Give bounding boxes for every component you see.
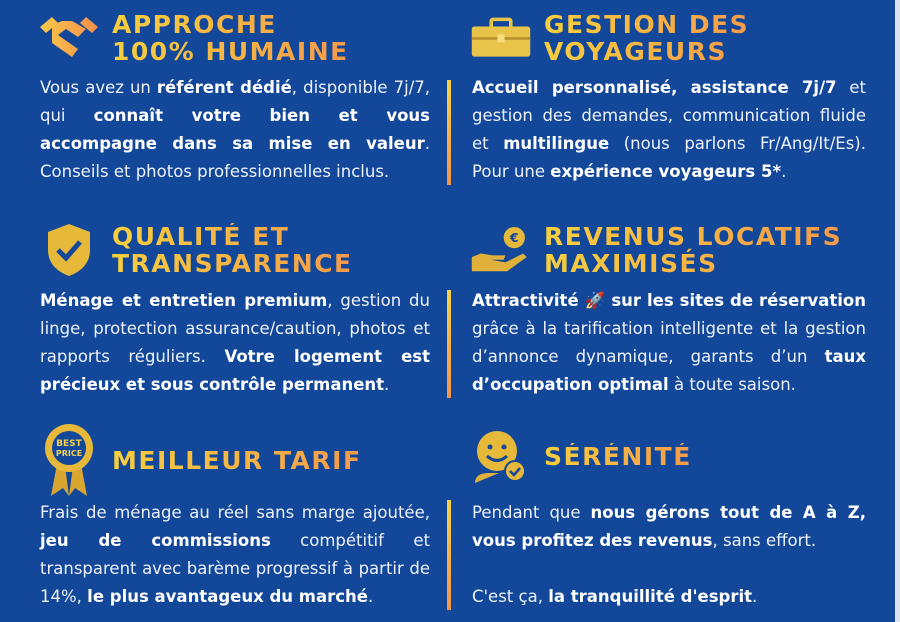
text: . <box>367 587 374 606</box>
bold-text: connaît votre bien et vous accompagne dans sa mise en valeur <box>40 106 430 153</box>
section-gestion-body <box>472 74 866 186</box>
bold-text: la tranquillité d'esprit <box>548 587 753 606</box>
section-title: GESTION DES VOYAGEURS <box>544 10 750 66</box>
bold-text: multilingue <box>503 134 610 153</box>
text: à toute saison. <box>668 375 796 394</box>
section-qualite-body <box>40 287 430 399</box>
section-title: SÉRÉNITÉ <box>544 441 692 471</box>
text: , sans effort. <box>712 531 817 550</box>
text: grâce à la tarification intelligente et la gestion d’annonce dynamique, garants d’un <box>472 319 866 366</box>
section-serenite-body <box>472 499 866 611</box>
section-title: QUALITÉ ET TRANSPARENCE <box>112 222 353 278</box>
section-title: APPROCHE 100% HUMAINE <box>112 10 349 66</box>
svg-text:€: € <box>509 230 519 246</box>
text: . <box>752 587 758 606</box>
text: , gestion du linge, protection assurance/caution, photos et rapports réguliers. <box>40 291 430 366</box>
text: Vous avez un <box>40 78 157 97</box>
shield-check-icon <box>38 222 100 278</box>
section-tarif-body <box>40 499 430 611</box>
briefcase-icon <box>470 10 532 66</box>
section-approche-body <box>40 74 430 186</box>
section-revenus-body <box>472 287 866 399</box>
text: Pendant que <box>472 503 591 522</box>
text: Frais de ménage au réel sans marge ajoutée, <box>40 503 430 522</box>
bold-text: le plus avantageux du marché <box>87 587 368 606</box>
bold-text: nous gérons tout de A à Z, vous profitez des revenus <box>472 503 866 550</box>
bold-text: Votre logement est précieux et sous contrôle permanent <box>40 347 430 394</box>
bold-text: Attractivité 🚀 sur les sites de réservation <box>472 291 866 310</box>
svg-text:PRICE: PRICE <box>55 449 83 458</box>
right-edge <box>895 0 900 622</box>
section-qualite-head <box>38 222 353 278</box>
text: , disponible 7j/7, qui <box>40 78 431 125</box>
text: (nous parlons Fr/Ang/It/Es). Pour une <box>472 134 866 181</box>
smiley-check-icon <box>470 428 532 484</box>
text: . Conseils et photos professionnelles inclus. <box>40 134 430 181</box>
svg-text:BEST: BEST <box>56 439 82 449</box>
best-price-badge-icon <box>38 422 100 498</box>
accent-bar <box>447 290 451 398</box>
bold-text: taux d’occupation optimal <box>472 347 866 394</box>
section-title: MEILLEUR TARIF <box>112 445 362 475</box>
text: compétitif et transparent avec barème progressif à partir de 14%, <box>40 531 430 606</box>
accent-bar <box>447 80 451 185</box>
accent-bar <box>447 500 451 610</box>
hand-euro-icon <box>470 222 532 278</box>
bold-text: référent dédié <box>156 78 292 97</box>
section-gestion-head <box>470 10 749 66</box>
bold-text: Accueil personnalisé, assistance 7j/7 <box>472 78 837 97</box>
bold-text: expérience voyageurs 5* <box>550 162 782 181</box>
bold-text: jeu de commissions <box>40 531 271 550</box>
text: et gestion des demandes, communication fluide et <box>472 78 866 153</box>
handshake-icon <box>38 10 100 66</box>
text: . <box>384 375 390 394</box>
bold-text: Ménage et entretien premium <box>40 291 328 310</box>
text: . <box>781 162 787 181</box>
section-revenus-head <box>470 222 842 278</box>
section-title: REVENUS LOCATIFS MAXIMISÉS <box>544 222 843 278</box>
section-tarif-head <box>38 422 362 498</box>
section-serenite-head <box>470 428 692 484</box>
section-approche-head <box>38 10 349 66</box>
text: C'est ça, <box>472 587 549 606</box>
